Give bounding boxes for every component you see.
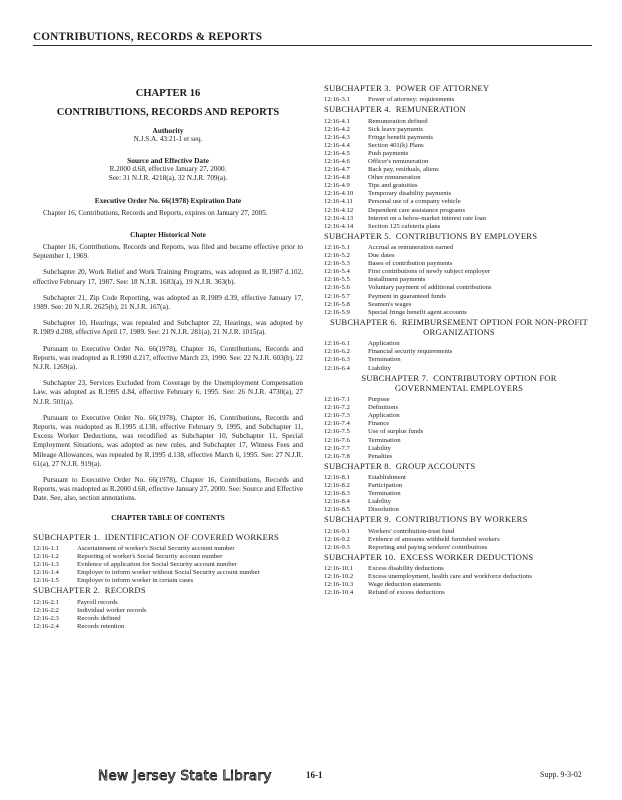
section-number: 12:16-10.1 — [324, 565, 354, 573]
section-number: 12:16-1.1 — [33, 544, 59, 552]
section-title: Payment in guaranteed funds — [368, 292, 446, 300]
section-number: 12:16-8.5 — [324, 506, 350, 514]
toc-entry — [324, 482, 594, 490]
toc-entry — [324, 126, 594, 134]
toc-entry — [324, 498, 594, 506]
subchapter-title: IDENTIFICATION OF COVERED WORKERS — [104, 531, 280, 542]
section-number: 12:16-4.8 — [324, 174, 350, 182]
source-line-2: See: 31 N.J.R. 4218(a), 32 N.J.R. 709(a). — [108, 174, 228, 183]
chapter-number: CHAPTER 16 — [135, 88, 201, 99]
subchapter — [324, 317, 594, 373]
toc-entry — [324, 252, 594, 260]
subchapter — [324, 83, 594, 104]
toc-entry — [324, 166, 594, 174]
section-number: 12:16-10.4 — [324, 589, 354, 597]
section-title: Payroll records — [77, 598, 118, 606]
section-number: 12:16-7.2 — [324, 404, 350, 412]
source-line-1: R.2000 d.68, effective January 27, 2000. — [109, 164, 227, 173]
section-title: Dependent care assistance programs — [368, 206, 466, 214]
library-watermark: New Jersey State Library — [98, 768, 272, 784]
section-number: 12:16-9.3 — [324, 543, 350, 551]
section-title: Workers' contribution-trust fund — [368, 527, 455, 535]
subchapter-label: SUBCHAPTER 6. — [330, 316, 398, 327]
section-number: 12:16-1.4 — [33, 569, 59, 577]
section-number: 12:16-4.13 — [324, 214, 354, 222]
toc-entry — [324, 420, 594, 428]
section-title: Temporary disability payments — [368, 190, 452, 198]
header-rule — [33, 45, 592, 46]
section-number: 12:16-4.14 — [324, 222, 354, 230]
section-number: 12:16-7.1 — [324, 396, 350, 404]
section-title: Records retention — [77, 622, 125, 630]
section-number: 12:16-2.2 — [33, 606, 59, 614]
section-title: Participation — [368, 482, 403, 490]
section-number: 12:16-1.2 — [33, 552, 59, 560]
page-footer — [0, 768, 622, 792]
section-title: Evidence of application for Social Security account number — [77, 561, 237, 569]
section-number: 12:16-5.4 — [324, 268, 350, 276]
section-title: Use of surplus funds — [368, 428, 424, 436]
toc-entry — [324, 158, 594, 166]
section-title: Wage deduction statements — [368, 581, 441, 589]
authority-text: N.J.S.A. 43:21-1 et seq. — [133, 135, 203, 143]
section-number: 12:16-2.1 — [33, 598, 59, 606]
toc-entry — [324, 198, 594, 206]
history-note: Subchapter 10, Hearings, was repealed and Subchapter 22, Hearings, was adopted by R.1989 d.208, effective April 17, 1989. See: 21 N.J.R. 281(a), 21 N.J.R. 1015(a). — [33, 319, 303, 337]
section-title: Liability — [368, 364, 392, 372]
toc-entry — [324, 528, 594, 536]
section-title: Establishment — [368, 474, 406, 481]
subchapter — [33, 585, 303, 631]
toc-entry — [324, 174, 594, 182]
history-note: Pursuant to Executive Order No. 66(1978), Chapter 16, Contributions, Records and Reports, was readopted as R.2000 d.68, effective January 27, 2000. See: Source and Effective Date. See, also, section annotations. — [33, 476, 303, 503]
section-title: Definitions — [368, 404, 399, 412]
section-title: Financial security requirements — [368, 348, 453, 356]
toc-entry — [324, 276, 594, 284]
section-number: 12:16-6.4 — [324, 364, 350, 372]
section-title: Liability — [368, 498, 392, 506]
toc-entry — [324, 142, 594, 150]
subchapter-heading — [324, 231, 594, 241]
toc-entry — [324, 223, 594, 231]
toc-entry — [324, 453, 594, 461]
subchapter-label: SUBCHAPTER 4. — [324, 104, 392, 115]
subchapter-title: EXCESS WORKER DEDUCTIONS — [400, 551, 534, 562]
page-number: 16-1 — [306, 770, 323, 780]
toc-entry — [324, 581, 594, 589]
subchapter-heading — [33, 585, 303, 595]
toc-entry — [324, 589, 594, 597]
subchapter-label: SUBCHAPTER 2. — [33, 585, 101, 596]
section-number: 12:16-8.4 — [324, 498, 350, 506]
toc-entry — [324, 150, 594, 158]
section-number: 12:16-4.2 — [324, 125, 350, 133]
subchapter — [324, 514, 594, 551]
toc-entry — [324, 207, 594, 215]
toc-entry — [324, 215, 594, 223]
section-number: 12:16-2.3 — [33, 614, 59, 622]
section-number: 12:16-5.2 — [324, 252, 350, 260]
supplement-date: Supp. 9-3-02 — [540, 770, 582, 779]
toc-entry — [324, 301, 594, 309]
toc-entry — [33, 553, 303, 561]
section-number: 12:16-6.1 — [324, 340, 350, 348]
section-title: Installment payments — [368, 276, 426, 284]
subchapter — [324, 104, 594, 231]
section-title: Tips and gratuities — [368, 182, 418, 190]
section-title: Dissolution — [368, 506, 399, 514]
section-title: Section 401(k) Plans — [368, 141, 424, 149]
left-column — [33, 88, 303, 631]
section-number: 12:16-3.1 — [324, 96, 350, 104]
section-title: Push payments — [368, 149, 409, 157]
section-number: 12:16-10.2 — [324, 573, 354, 581]
subchapter-label: SUBCHAPTER 9. — [324, 514, 392, 525]
section-title: Special fringe benefit agent accounts — [368, 308, 467, 316]
section-title: Excess unemployment, health care and workforce deductions — [368, 573, 532, 581]
subchapter-heading — [324, 317, 594, 337]
toc-entry — [324, 437, 594, 445]
section-number: 12:16-8.3 — [324, 490, 350, 498]
subchapter-label: SUBCHAPTER 7. — [361, 372, 429, 383]
section-number: 12:16-7.6 — [324, 436, 350, 444]
section-title: Other remuneration — [368, 174, 421, 182]
section-number: 12:16-5.6 — [324, 284, 350, 292]
toc-entry — [324, 536, 594, 544]
section-title: Termination — [368, 356, 401, 364]
toc-entry — [324, 260, 594, 268]
history-note: Subchapter 21, Zip Code Reporting, was adopted as R.1989 d.39, effective January 17, 1989. See: 20 N.J.R. 2625(b), 21 N.J.R. 167(a). — [33, 293, 303, 311]
section-title: Back pay, residuals, aliens — [368, 166, 439, 174]
section-title: Interest on a below-market interest rate loan — [368, 214, 487, 222]
section-title: Section 125 cafeteria plans — [368, 222, 441, 230]
toc-entry — [33, 561, 303, 569]
subchapter-label: SUBCHAPTER 8. — [324, 460, 392, 471]
section-number: 12:16-9.1 — [324, 527, 350, 535]
section-number: 12:16-7.7 — [324, 444, 350, 452]
section-number: 12:16-4.5 — [324, 149, 350, 157]
subchapter — [324, 373, 594, 461]
history-note: Pursuant to Executive Order No. 66(1978), Chapter 16, Contributions, Records and Reports, was readopted as R.1995 d.138, effective February 9, 1995, and Subchapter 11, Excess Worker Deductions, was recodified as Subchapter 10, Subchapter 11, Special Employment Situations, was adopted as new rules, and Subchapter 17, Witness Fees and Mileage Allowances, was repealed by R.1995 d.138, effective March 6, 1995. See: 27 N.J.R. 61(a), 27 N.J.R. 919(a). — [33, 413, 303, 468]
subchapter — [33, 532, 303, 586]
section-number: 12:16-4.7 — [324, 166, 350, 174]
subchapter-heading — [324, 104, 594, 114]
section-number: 12:16-4.6 — [324, 157, 350, 165]
section-title: Reporting of worker's Social Security account number — [77, 552, 223, 560]
section-title: Penalties — [368, 452, 393, 460]
section-title: Termination — [368, 436, 401, 444]
subchapter-label: SUBCHAPTER 1. — [33, 531, 101, 542]
section-number: 12:16-6.3 — [324, 356, 350, 364]
section-title: Seamen's wages — [368, 300, 412, 308]
toc-entry — [324, 506, 594, 514]
section-number: 12:16-5.9 — [324, 308, 350, 316]
toc-entry — [33, 569, 303, 577]
section-number: 12:16-4.10 — [324, 190, 354, 198]
subchapter-label: SUBCHAPTER 3. — [324, 83, 392, 93]
toc-entry — [33, 599, 303, 607]
eo-text: Chapter 16, Contributions, Records and Reports, expires on January 27, 2005. — [43, 208, 268, 217]
section-number: 12:16-5.8 — [324, 300, 350, 308]
section-title: Records defined — [77, 614, 121, 622]
section-title: Sick leave payments — [368, 125, 423, 133]
subchapter-title: CONTRIBUTIONS BY EMPLOYERS — [395, 230, 538, 241]
section-title: Finance — [368, 420, 390, 428]
section-number: 12:16-4.4 — [324, 141, 350, 149]
section-number: 12:16-5.5 — [324, 276, 350, 284]
toc-entry — [324, 356, 594, 364]
section-title: Employer to inform worker without Social Security account number — [77, 569, 260, 577]
right-column — [324, 83, 594, 598]
toc-entry — [324, 428, 594, 436]
toc-entry — [324, 96, 594, 104]
section-title: Evidence of amounts withheld furnished workers — [368, 535, 500, 543]
subchapter-heading — [33, 532, 303, 542]
subchapter — [324, 231, 594, 317]
subchapter-title: RECORDS — [104, 585, 146, 596]
section-title: Voluntary payment of additional contributions — [368, 284, 492, 292]
section-title: Excess disability deductions — [368, 565, 444, 573]
subchapter-title: POWER OF ATTORNEY — [395, 83, 490, 93]
section-title: Accrual as remuneration earned — [368, 244, 454, 252]
subchapter — [324, 461, 594, 515]
toc-entry — [324, 182, 594, 190]
section-number: 12:16-4.9 — [324, 182, 350, 190]
toc-entry — [324, 365, 594, 373]
subchapter-heading — [324, 552, 594, 562]
section-number: 12:16-5.1 — [324, 244, 350, 252]
section-title: Individual worker records — [77, 606, 147, 614]
history-note: Pursuant to Executive Order No. 66(1978), Chapter 16, Contributions, Records and Reports, was readopted as R.1990 d.217, effective March 23, 1990. See: 22 N.J.R. 603(b), 22 N.J.R. 1269(a). — [33, 344, 303, 372]
section-title: Application — [368, 340, 400, 348]
section-number: 12:16-10.3 — [324, 581, 354, 589]
section-title: Ascertainment of worker's Social Security account number — [77, 544, 235, 552]
toc-entry — [324, 490, 594, 498]
section-title: Reporting and paying workers' contributions — [368, 543, 488, 551]
subchapter-heading — [324, 514, 594, 524]
section-title: Refund of excess deductions — [368, 589, 445, 597]
toc-entry — [324, 412, 594, 420]
section-title: Officer's remuneration — [368, 157, 429, 165]
section-number: 12:16-4.3 — [324, 133, 350, 141]
toc-entry — [324, 340, 594, 348]
toc-entry — [324, 284, 594, 292]
section-number: 12:16-7.4 — [324, 420, 350, 428]
history-notes — [33, 243, 303, 504]
history-heading: Chapter Historical Note — [130, 229, 206, 239]
toc-entry — [33, 545, 303, 553]
authority-heading: Authority — [152, 126, 184, 135]
toc-entry — [324, 396, 594, 404]
section-title: Remuneration defined — [368, 117, 428, 125]
section-number: 12:16-1.3 — [33, 561, 59, 569]
section-title: Termination — [368, 490, 401, 498]
left-toc — [33, 532, 303, 631]
section-number: 12:16-6.2 — [324, 348, 350, 356]
section-title: Power of attorney: requirements — [368, 96, 455, 104]
toc-entry — [324, 474, 594, 482]
toc-entry — [33, 623, 303, 631]
section-title: First contributions of newly subject employer — [368, 268, 491, 276]
eo-heading: Executive Order No. 66(1978) Expiration Date — [94, 195, 242, 205]
subchapter-title: CONTRIBUTORY OPTION FOR GOVERNMENTAL EMPLOYERS — [394, 372, 557, 393]
section-number: 12:16-1.5 — [33, 577, 59, 585]
section-title: Bases of contribution payments — [368, 260, 453, 268]
subchapter-title: CONTRIBUTIONS BY WORKERS — [395, 514, 528, 525]
section-number: 12:16-7.3 — [324, 412, 350, 420]
toc-entry — [324, 348, 594, 356]
section-title: Fringe benefit payments — [368, 133, 434, 141]
toc-entry — [33, 607, 303, 615]
subchapter-title: GROUP ACCOUNTS — [395, 460, 476, 471]
history-note: Subchapter 20, Work Relief and Work Training Programs, was adopted as R.1987 d.102, effective February 17, 1987. See: 18 N.J.R. 1683(a), 19 N.J.R. 363(b). — [33, 268, 303, 286]
toc-entry — [324, 268, 594, 276]
toc-entry — [324, 544, 594, 552]
subchapter-heading — [324, 461, 594, 471]
toc-entry — [324, 118, 594, 126]
toc-entry — [324, 445, 594, 453]
subchapter-heading — [324, 83, 594, 93]
toc-entry — [324, 244, 594, 252]
toc-entry — [33, 615, 303, 623]
toc-entry — [324, 573, 594, 581]
section-number: 12:16-5.7 — [324, 292, 350, 300]
subchapter-label: SUBCHAPTER 10. — [324, 551, 396, 562]
toc-entry — [324, 134, 594, 142]
section-number: 12:16-9.2 — [324, 535, 350, 543]
section-number: 12:16-4.1 — [324, 117, 350, 125]
history-note: Subchapter 23, Services Excluded from Coverage by the Unemployment Compensation Law, was adopted as R.1995 d.84, effective February 6, 1995. See: 26 N.J.R. 4730(a), 27 N.J.R. 501(a). — [33, 379, 303, 406]
section-number: 12:16-4.12 — [324, 206, 354, 214]
section-title: Liability — [368, 444, 392, 452]
source-heading: Source and Effective Date — [127, 155, 209, 165]
chapter-title: CONTRIBUTIONS, RECORDS AND REPORTS — [56, 107, 280, 118]
section-number: 12:16-8.2 — [324, 482, 350, 490]
toc-entry — [324, 190, 594, 198]
section-title: Employer to inform worker in certain cases — [77, 577, 194, 585]
section-number: 12:16-2.4 — [33, 622, 59, 630]
subchapter-label: SUBCHAPTER 5. — [324, 230, 392, 241]
toc-entry — [33, 577, 303, 585]
subchapter-title: REMUNERATION — [395, 104, 466, 115]
subchapter — [324, 552, 594, 598]
section-number: 12:16-7.5 — [324, 428, 350, 436]
section-title: Purpose — [368, 396, 390, 404]
toc-entry — [324, 404, 594, 412]
section-title: Application — [368, 412, 400, 420]
section-title: Personal use of a company vehicle — [368, 198, 461, 206]
running-head: CONTRIBUTIONS, RECORDS & REPORTS — [33, 31, 263, 43]
right-toc — [324, 83, 594, 598]
toc-entry — [324, 309, 594, 317]
history-note: Chapter 16, Contributions, Records and Reports, was filed and became effective prior to September 1, 1969. — [33, 242, 303, 261]
toc-entry — [324, 565, 594, 573]
section-number: 12:16-7.8 — [324, 452, 350, 460]
section-number: 12:16-4.11 — [324, 198, 353, 206]
toc-heading: CHAPTER TABLE OF CONTENTS — [111, 513, 225, 522]
subchapter-heading — [324, 373, 594, 393]
toc-entry — [324, 293, 594, 301]
section-title: Due dates — [368, 252, 395, 260]
subchapter-title: REIMBURSEMENT OPTION FOR NON-PROFIT ORGANIZATIONS — [401, 316, 588, 338]
section-number: 12:16-8.1 — [324, 474, 350, 481]
section-number: 12:16-5.3 — [324, 260, 350, 268]
